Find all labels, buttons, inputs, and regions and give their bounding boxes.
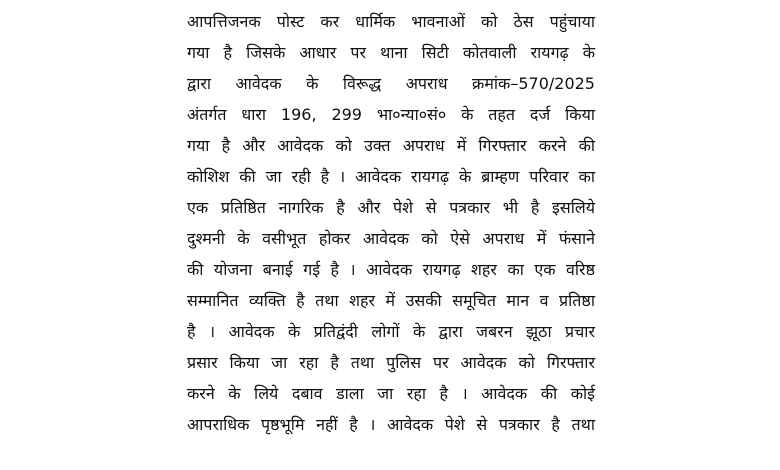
text-line: दुश्मनी के वसीभूत होकर आवेदक को ऐसे अपराध में फंसाने (187, 229, 595, 248)
text-line: है । आवेदक के प्रतिद्वंदी लोगों के द्वारा जबरन झूठा प्रचार (187, 322, 595, 341)
text-line: अंतर्गत धारा 196, 299 भा०न्या०सं० के तहत दर्ज किया (187, 105, 595, 124)
text-line: करने के लिये दबाव डाला जा रहा है । आवेदक की कोई (187, 384, 595, 403)
text-line: की योजना बनाई गई है । आवेदक रायगढ़ शहर का एक वरिष्ठ (187, 260, 595, 279)
text-line: कोशिश की जा रही है । आवेदक रायगढ़ के ब्राम्हण परिवार का (187, 167, 595, 186)
text-line: एक प्रतिष्ठित नागरिक है और पेशे से पत्रकार भी है इसलिये (187, 198, 595, 217)
text-line: आपराधिक पृष्ठभूमि नहीं है । आवेदक पेशे से पत्रकार है तथा (187, 415, 595, 434)
document-body (187, 6, 595, 440)
text-line: प्रसार किया जा रहा है तथा पुलिस पर आवेदक को गिरफ्तार (187, 353, 595, 372)
text-line: द्वारा आवेदक के विरूद्ध अपराध क्रमांक–570/2025 (187, 74, 595, 93)
text-line: आपत्तिजनक पोस्ट कर धार्मिक भावनाओं को ठेस पहुंचाया (187, 12, 595, 31)
text-line: गया है जिसके आधार पर थाना सिटी कोतवाली रायगढ़ के (187, 43, 595, 62)
text-line: गया है और आवेदक को उक्त अपराध में गिरफ्तार करने की (187, 136, 595, 155)
text-line: सम्मानित व्यक्ति है तथा शहर में उसकी समूचित मान व प्रतिष्ठा (187, 291, 595, 310)
